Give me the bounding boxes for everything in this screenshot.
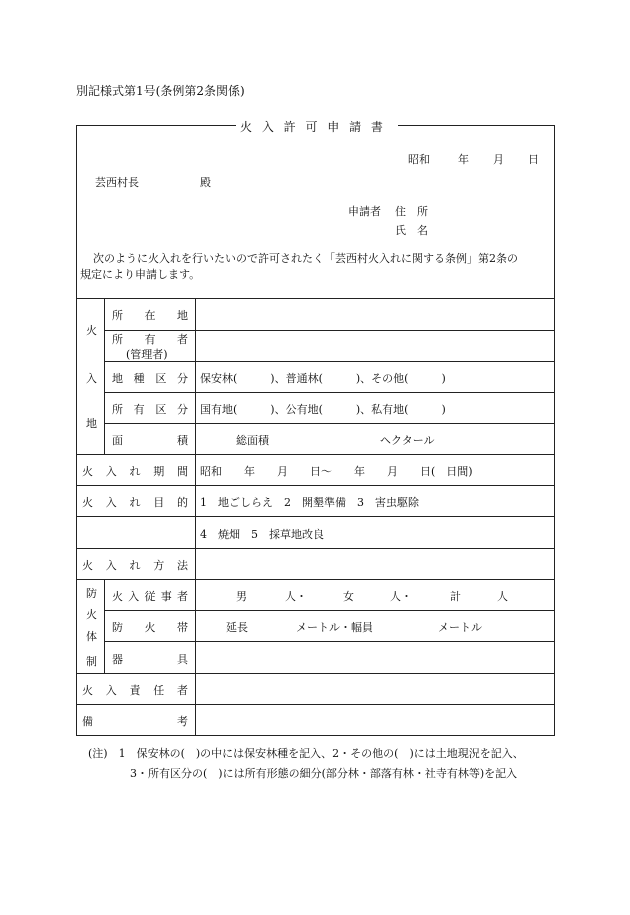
firebreak-length: 延長	[226, 621, 248, 634]
ownership-label: 所有区分	[112, 403, 188, 416]
date-era: 昭和	[408, 153, 430, 166]
location-label: 所在地	[112, 309, 188, 322]
row-line	[76, 548, 555, 549]
ownership-value: 国有地( )、公有地( )、私有地( )	[200, 403, 446, 416]
form-title: 火 入 許 可 申 請 書	[240, 120, 386, 134]
purpose-label: 火入れ目的	[82, 496, 188, 509]
workers-male: 男	[236, 590, 247, 603]
firebreak-width: メートル・幅員	[296, 621, 373, 634]
land-group-char: 火	[86, 324, 97, 337]
applicant-label: 申請者	[348, 205, 381, 218]
responsible-label: 火入責任者	[82, 684, 188, 697]
land-group-char: 地	[86, 417, 97, 430]
addressee-name: 芸西村長	[95, 176, 139, 189]
row-line	[104, 392, 555, 393]
row-line	[76, 298, 555, 299]
workers-label: 火入従事者	[112, 590, 188, 603]
method-label: 火入れ方法	[82, 559, 188, 572]
row-line	[76, 516, 555, 517]
prevention-group-char: 体	[86, 630, 97, 643]
owner-sub-label: (管理者)	[126, 348, 168, 361]
area-label: 面積	[112, 434, 188, 447]
land-type-label: 地種区分	[112, 372, 188, 385]
equipment-label: 器具	[112, 653, 188, 666]
row-line	[104, 423, 555, 424]
area-unit: ヘクタール	[380, 434, 435, 447]
purpose-line-2: 4 焼畑 5 採草地改良	[200, 528, 324, 541]
prevention-group-char: 防	[86, 587, 97, 600]
note-line-1: (注) 1 保安林の( )の中には保安林種を記入、2・その他の( )には土地現況を記入、	[88, 747, 524, 760]
col-line	[104, 298, 105, 454]
workers-female: 女	[343, 590, 354, 603]
statement-line-2: 規定により申請します。	[80, 268, 201, 281]
firebreak-label: 防火帯	[112, 621, 188, 634]
applicant-address: 住 所	[395, 205, 428, 218]
row-line	[104, 610, 555, 611]
workers-total-unit: 人	[497, 590, 508, 603]
addressee-honorific: 殿	[200, 176, 211, 189]
row-line	[76, 673, 555, 674]
firebreak-meter: メートル	[438, 621, 482, 634]
period-label: 火入れ期間	[82, 465, 188, 478]
purpose-line-1: 1 地ごしらえ 2 開墾準備 3 害虫駆除	[200, 496, 419, 509]
date-day: 日	[528, 153, 539, 166]
form-reference: 別記様式第1号(条例第2条関係)	[76, 84, 245, 98]
form-frame	[76, 125, 555, 736]
area-total: 総面積	[236, 434, 269, 447]
col-line	[104, 579, 105, 673]
date-year: 年	[458, 153, 469, 166]
owner-label: 所有者	[112, 333, 188, 346]
date-month: 月	[493, 153, 504, 166]
row-line	[76, 454, 555, 455]
note-line-2: 3・所有区分の( )には所有形態の細分(部分林・部落有林・社寺有林等)を記入	[130, 767, 518, 780]
prevention-group-char: 制	[86, 655, 97, 668]
row-line	[76, 579, 555, 580]
statement-line-1: 次のように火入れを行いたいので許可されたく「芸西村火入れに関する条例」第2条の	[93, 252, 518, 265]
col-line	[195, 298, 196, 736]
row-line	[76, 704, 555, 705]
remarks-label: 備考	[82, 715, 188, 728]
row-line	[104, 641, 555, 642]
applicant-name: 氏 名	[395, 224, 428, 237]
workers-female-unit: 人・	[390, 590, 412, 603]
prevention-group-char: 火	[86, 608, 97, 621]
land-group-char: 入	[86, 372, 97, 385]
period-value: 昭和 年 月 日〜 年 月 日( 日間)	[200, 465, 473, 478]
land-type-value: 保安林( )、普通林( )、その他( )	[200, 372, 446, 385]
row-line	[104, 361, 555, 362]
row-line	[76, 485, 555, 486]
workers-total: 計	[450, 590, 461, 603]
workers-male-unit: 人・	[285, 590, 307, 603]
